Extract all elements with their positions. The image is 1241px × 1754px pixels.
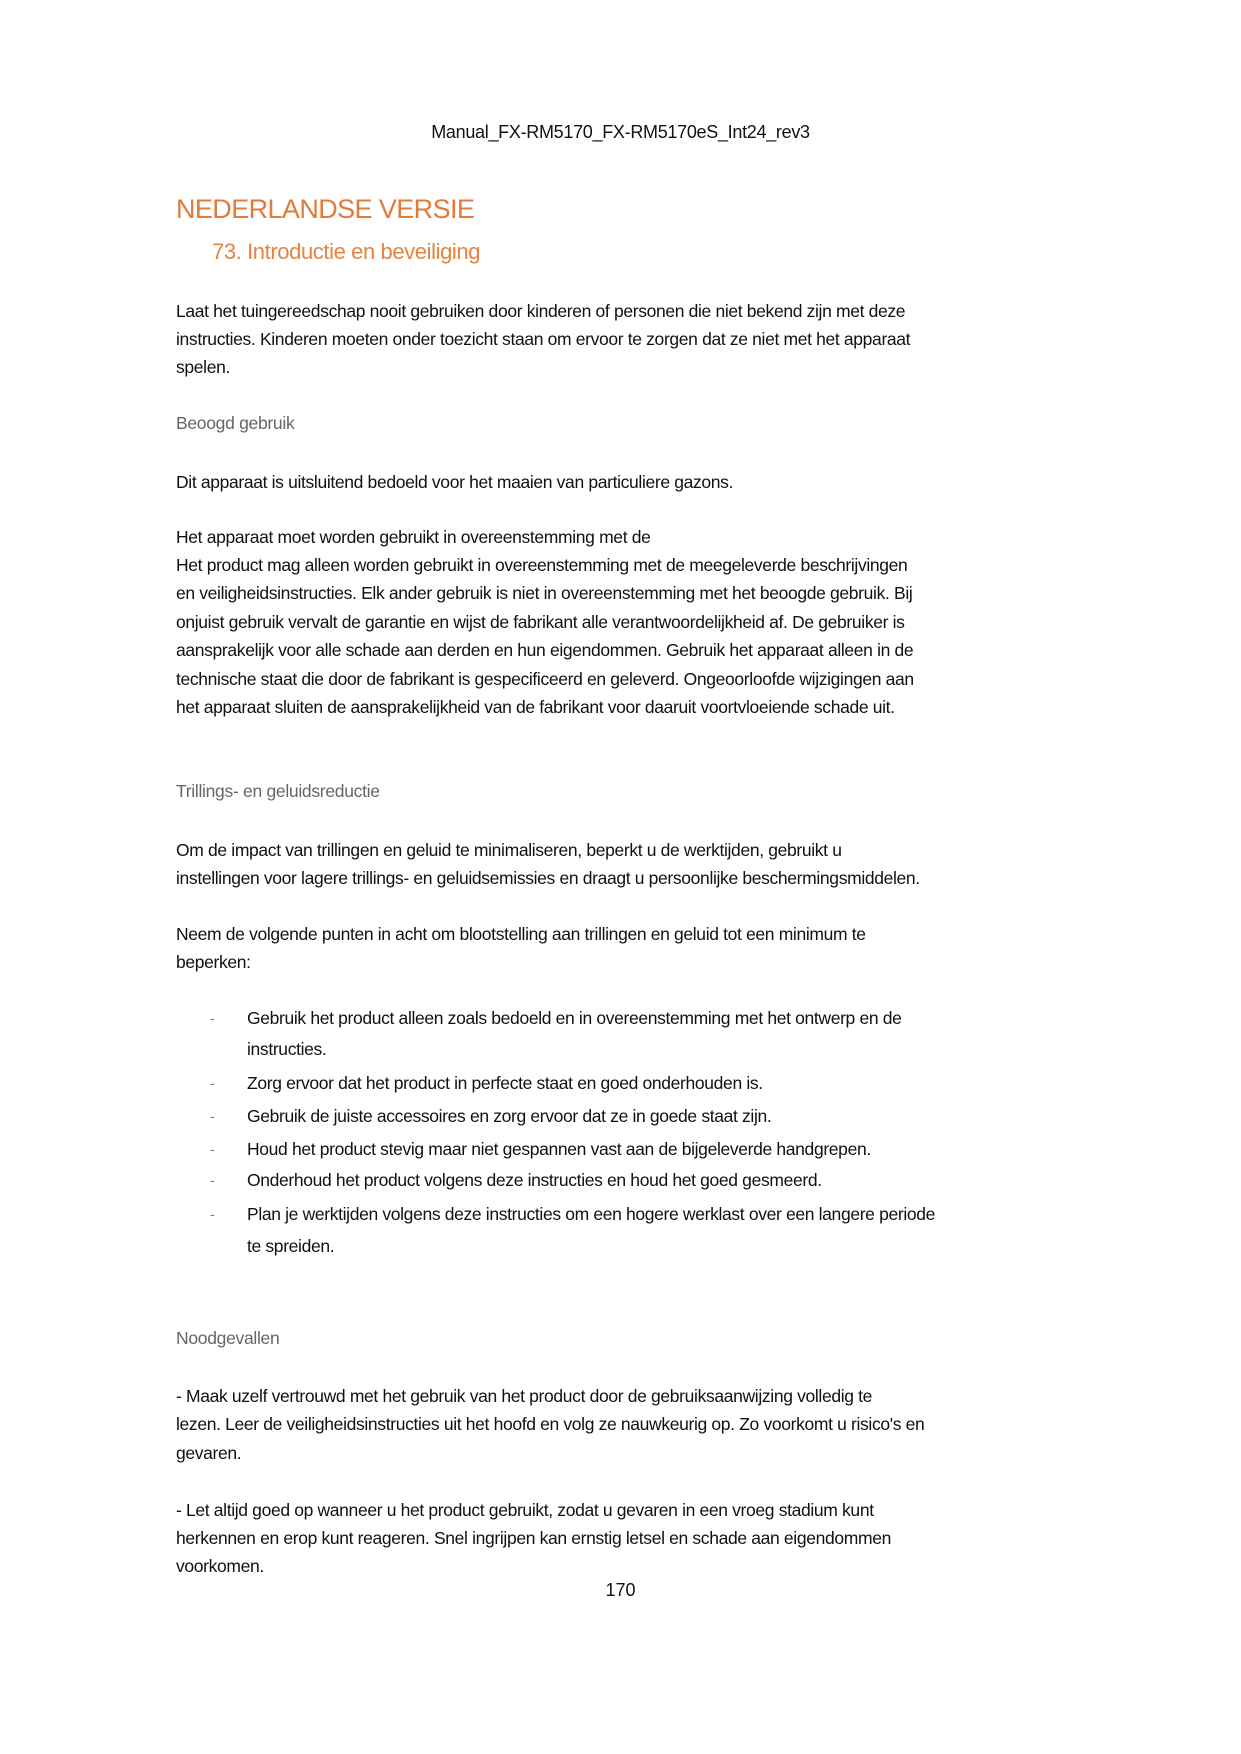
list-item-cont: te spreiden.	[247, 1236, 335, 1256]
list-item: Gebruik het product alleen zoals bedoeld en in overeenstemming met het ontwerp en de	[247, 1008, 902, 1028]
paragraph-line: onjuist gebruik vervalt de garantie en wijst de fabrikant alle verantwoordelijkheid af. De gebruiker is	[176, 612, 905, 632]
paragraph-line: beperken:	[176, 952, 251, 972]
bullet-dash: -	[210, 1108, 215, 1124]
paragraph-line: Om de impact van trillingen en geluid te minimaliseren, beperkt u de werktijden, gebruikt u	[176, 840, 842, 860]
paragraph-line: het apparaat sluiten de aansprakelijkheid van de fabrikant voor daaruit voortvloeiende schade uit.	[176, 697, 895, 717]
bullet-dash: -	[210, 1141, 215, 1157]
paragraph-line: aansprakelijk voor alle schade aan derden en hun eigendommen. Gebruik het apparaat alleen in de	[176, 640, 914, 660]
paragraph-line: Dit apparaat is uitsluitend bedoeld voor het maaien van particuliere gazons.	[176, 472, 734, 492]
section-heading: 73. Introductie en beveiliging	[212, 239, 481, 264]
paragraph-line: - Maak uzelf vertrouwd met het gebruik van het product door de gebruiksaanwijzing volledig te	[176, 1386, 873, 1406]
intro-line: Laat het tuingereedschap nooit gebruiken door kinderen of personen die niet bekend zijn met deze	[176, 301, 906, 321]
bullet-dash: -	[210, 1010, 215, 1026]
paragraph-line: en veiligheidsinstructies. Elk ander gebruik is niet in overeenstemming met het beoogde gebruik. Bij	[176, 583, 913, 603]
page-number: 170	[605, 1580, 636, 1600]
paragraph-line: instellingen voor lagere trillings- en geluidsemissies en draagt u persoonlijke beschermingsmiddelen.	[176, 868, 920, 888]
subheading-nood: Noodgevallen	[176, 1328, 280, 1348]
intro-line: instructies. Kinderen moeten onder toezicht staan om ervoor te zorgen dat ze niet met het apparaat	[176, 329, 911, 349]
title-heading: NEDERLANDSE VERSIE	[176, 194, 475, 224]
paragraph-line: gevaren.	[176, 1443, 242, 1463]
list-item: Gebruik de juiste accessoires en zorg ervoor dat ze in goede staat zijn.	[247, 1106, 772, 1126]
subheading-beoogd: Beoogd gebruik	[176, 413, 295, 433]
bullet-dash: -	[210, 1075, 215, 1091]
list-item: Onderhoud het product volgens deze instructies en houd het goed gesmeerd.	[247, 1170, 822, 1190]
bullet-dash: -	[210, 1172, 215, 1188]
list-item: Plan je werktijden volgens deze instructies om een hogere werklast over een langere periode	[247, 1204, 936, 1224]
paragraph-line: technische staat die door de fabrikant is gespecificeerd en geleverd. Ongeoorloofde wijzigingen aan	[176, 669, 914, 689]
list-item: Houd het product stevig maar niet gespannen vast aan de bijgeleverde handgrepen.	[247, 1139, 871, 1159]
subheading-trillings: Trillings- en geluidsreductie	[176, 781, 380, 801]
paragraph-line: voorkomen.	[176, 1556, 264, 1576]
intro-line: spelen.	[176, 357, 230, 377]
bullet-dash: -	[210, 1206, 215, 1222]
page-header: Manual_FX-RM5170_FX-RM5170eS_Int24_rev3	[431, 122, 810, 142]
paragraph-line: Het product mag alleen worden gebruikt in overeenstemming met de meegeleverde beschrijvingen	[176, 555, 908, 575]
paragraph-line: Het apparaat moet worden gebruikt in overeenstemming met de	[176, 527, 651, 547]
paragraph-line: lezen. Leer de veiligheidsinstructies uit het hoofd en volg ze nauwkeurig op. Zo voorkomt u risico's en	[176, 1414, 925, 1434]
paragraph-line: herkennen en erop kunt reageren. Snel ingrijpen kan ernstig letsel en schade aan eigendommen	[176, 1528, 891, 1548]
paragraph-line: Neem de volgende punten in acht om blootstelling aan trillingen en geluid tot een minimum te	[176, 924, 866, 944]
list-item-cont: instructies.	[247, 1039, 327, 1059]
list-item: Zorg ervoor dat het product in perfecte staat en goed onderhouden is.	[247, 1073, 763, 1093]
paragraph-line: - Let altijd goed op wanneer u het product gebruikt, zodat u gevaren in een vroeg stadium kunt	[176, 1500, 874, 1520]
